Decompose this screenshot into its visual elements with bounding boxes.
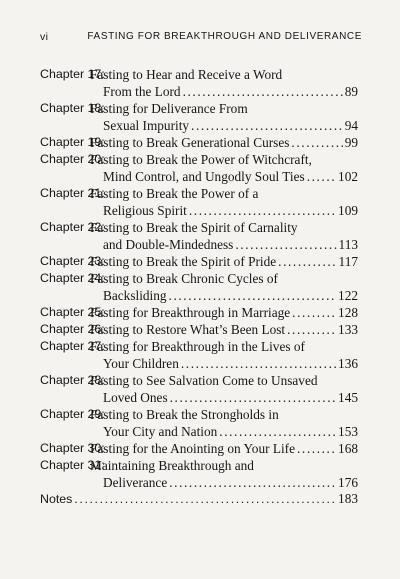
- page-ref: 145: [338, 390, 358, 405]
- chapter-label: Chapter 26:: [40, 322, 105, 336]
- chapter-title-text: Fasting to Hear and Receive a Word: [90, 67, 283, 82]
- table-of-contents: [40, 66, 358, 508]
- dot-leader: [297, 440, 336, 457]
- toc-entry: [40, 219, 358, 253]
- page-ref: 183: [338, 491, 358, 506]
- dot-leader: [169, 287, 337, 304]
- chapter-title-line: [90, 236, 358, 253]
- chapter-title-text: Loved Ones: [103, 390, 168, 405]
- chapter-title-text: Fasting to See Salvation Come to Unsaved: [90, 373, 318, 388]
- chapter-title-line: [90, 372, 358, 389]
- chapter-title-line: [90, 440, 358, 457]
- chapter-title-block: [90, 304, 358, 321]
- toc-entry: [40, 253, 358, 270]
- toc-entry: [40, 440, 358, 457]
- chapter-title-line: [90, 219, 358, 236]
- dot-leader: [292, 304, 336, 321]
- chapter-title-block: [90, 338, 358, 372]
- chapter-title-text: Fasting to Break Chronic Cycles of: [90, 271, 278, 286]
- chapter-label: Chapter 19:: [40, 135, 105, 149]
- toc-entry: [40, 304, 358, 321]
- chapter-title-text: Religious Spirit: [103, 203, 187, 218]
- page-ref: 102: [338, 169, 358, 184]
- chapter-title-text: Your City and Nation: [103, 424, 218, 439]
- chapter-title-text: Fasting for the Anointing on Your Life: [90, 441, 295, 456]
- toc-entry: [40, 100, 358, 134]
- chapter-title-block: [90, 134, 358, 151]
- chapter-title-line: [90, 423, 358, 440]
- page-ref: 168: [338, 441, 358, 456]
- chapter-title-text: Fasting to Break the Spirit of Pride: [90, 254, 277, 269]
- chapter-title-text: Fasting for Deliverance From: [90, 101, 248, 116]
- chapter-title-line: [90, 338, 358, 355]
- chapter-label: Chapter 29:: [40, 407, 105, 421]
- chapter-label: Chapter 22:: [40, 220, 105, 234]
- page-number: vi: [40, 31, 49, 43]
- chapter-title-line: [90, 457, 358, 474]
- dot-leader: [219, 423, 336, 440]
- toc-entry: [40, 185, 358, 219]
- chapter-title-line: [90, 66, 358, 83]
- chapter-label: Chapter 31:: [40, 458, 105, 472]
- chapter-title-line: [90, 151, 358, 168]
- page-ref: 109: [338, 203, 358, 218]
- chapter-label: Chapter 30:: [40, 441, 105, 455]
- chapter-title-text: Maintaining Breakthrough and: [90, 458, 254, 473]
- chapter-title-block: [90, 151, 358, 185]
- dot-leader: [183, 83, 343, 100]
- chapter-title-block: [90, 253, 358, 270]
- page-ref: 153: [338, 424, 358, 439]
- chapter-title-text: Fasting for Breakthrough in Marriage: [90, 305, 291, 320]
- chapter-title-block: [90, 440, 358, 457]
- chapter-title-line: [90, 202, 358, 219]
- running-header: [40, 31, 362, 47]
- chapter-title-block: [90, 219, 358, 253]
- page-ref: 176: [338, 475, 358, 490]
- chapter-title-line: [90, 168, 358, 185]
- page-ref: 94: [344, 118, 358, 133]
- page-ref: 136: [338, 356, 358, 371]
- dot-leader: [181, 355, 336, 372]
- chapter-title-text: From the Lord: [103, 84, 181, 99]
- chapter-title-text: Fasting to Break the Power of Witchcraft,: [90, 152, 312, 167]
- chapter-title-block: [90, 372, 358, 406]
- chapter-title-line: [90, 185, 358, 202]
- chapter-title-text: Fasting to Break the Strongholds in: [90, 407, 279, 422]
- chapter-title-text: Fasting to Break Generational Curses: [90, 135, 290, 150]
- chapter-title-line: [90, 270, 358, 287]
- chapter-label: Chapter 23:: [40, 254, 105, 268]
- chapter-title-line: [90, 355, 358, 372]
- chapter-label: Chapter 20:: [40, 152, 105, 166]
- dot-leader: [169, 474, 336, 491]
- toc-entry: [40, 134, 358, 151]
- toc-entry: [40, 66, 358, 100]
- chapter-title-text: Fasting for Breakthrough in the Lives of: [90, 339, 305, 354]
- toc-entry: [40, 270, 358, 304]
- chapter-title-text: Sexual Impurity: [103, 118, 190, 133]
- chapter-label: Chapter 27:: [40, 339, 105, 353]
- chapter-title-line: [90, 406, 358, 423]
- notes-line: [40, 491, 358, 508]
- chapter-title-text: Your Children: [103, 356, 179, 371]
- page-ref: 113: [338, 237, 358, 252]
- chapter-title-line: [90, 100, 358, 117]
- chapter-title-text: Deliverance: [103, 475, 168, 490]
- toc-entry: [40, 406, 358, 440]
- page-ref: 117: [338, 254, 358, 269]
- dot-leader: [191, 117, 343, 134]
- chapter-title-line: [90, 134, 358, 151]
- chapter-label: Chapter 21:: [40, 186, 105, 200]
- dot-leader: [189, 202, 336, 219]
- running-title: FASTING FOR BREAKTHROUGH AND DELIVERANCE: [87, 31, 362, 42]
- chapter-label: Chapter 25:: [40, 305, 105, 319]
- chapter-title-line: [90, 304, 358, 321]
- page-ref: 133: [338, 322, 358, 337]
- page-ref: 122: [338, 288, 358, 303]
- chapter-title-text: Fasting to Restore What’s Been Lost: [90, 322, 286, 337]
- notes-label: Notes: [40, 492, 73, 506]
- chapter-title-line: [90, 287, 358, 304]
- chapter-label: Chapter 18:: [40, 101, 105, 115]
- toc-entry: [40, 457, 358, 491]
- toc-entry: [40, 338, 358, 372]
- chapter-label: Chapter 28:: [40, 373, 105, 387]
- chapter-title-line: [90, 117, 358, 134]
- page-ref: 128: [338, 305, 358, 320]
- chapter-title-block: [90, 457, 358, 491]
- toc-entry: [40, 321, 358, 338]
- chapter-title-block: [90, 406, 358, 440]
- chapter-label: Chapter 24:: [40, 271, 105, 285]
- chapter-title-block: [90, 100, 358, 134]
- chapter-title-line: [90, 474, 358, 491]
- toc-entry: [40, 151, 358, 185]
- dot-leader: [278, 253, 336, 270]
- page-ref: 89: [344, 84, 358, 99]
- chapter-title-text: and Double-Mindedness: [103, 237, 234, 252]
- chapter-title-block: [90, 270, 358, 304]
- chapter-title-line: [90, 83, 358, 100]
- dot-leader: [74, 492, 336, 506]
- dot-leader: [291, 134, 342, 151]
- chapter-title-text: Fasting to Break the Spirit of Carnality: [90, 220, 298, 235]
- notes-entry: [40, 491, 358, 508]
- chapter-title-block: [90, 66, 358, 100]
- chapter-label: Chapter 17:: [40, 67, 105, 81]
- chapter-title-block: [90, 185, 358, 219]
- chapter-title-line: [90, 321, 358, 338]
- dot-leader: [170, 389, 336, 406]
- chapter-title-block: [90, 321, 358, 338]
- dot-leader: [287, 321, 336, 338]
- chapter-title-text: Backsliding: [103, 288, 167, 303]
- toc-entry: [40, 372, 358, 406]
- chapter-title-line: [90, 389, 358, 406]
- dot-leader: [307, 168, 336, 185]
- chapter-title-text: Fasting to Break the Power of a: [90, 186, 259, 201]
- dot-leader: [235, 236, 336, 253]
- page-ref: 99: [344, 135, 358, 150]
- chapter-title-text: Mind Control, and Ungodly Soul Ties: [103, 169, 305, 184]
- chapter-title-line: [90, 253, 358, 270]
